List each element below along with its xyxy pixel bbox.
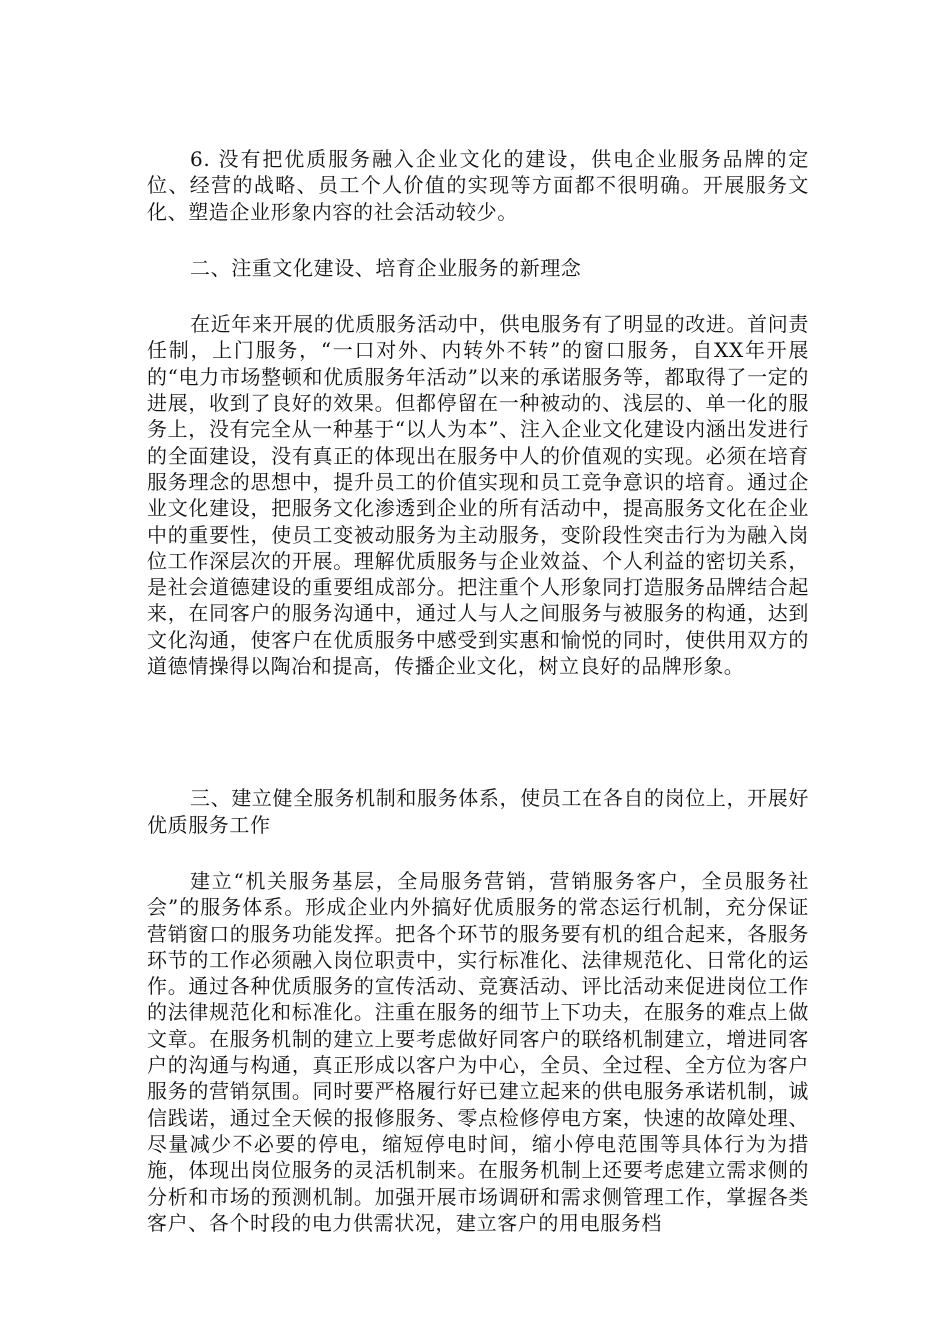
paragraph-point-6: 6. 没有把优质服务融入企业文化的建设，供电企业服务品牌的定位、经营的战略、员工个人价值的实现等方面都不很明确。开展服务文化、塑造企业形象内容的社会活动较少。: [147, 147, 809, 224]
section-heading-3: 三、建立健全服务机制和服务体系，使员工在各自的岗位上，开展好优质服务工作: [147, 786, 809, 837]
section-heading-2: 二、注重文化建设、培育企业服务的新理念: [190, 255, 582, 280]
spacer: [147, 838, 809, 868]
paragraph-service-culture: 在近年来开展的优质服务活动中，供电服务有了明显的改进。首问责任制，上门服务，“一口对外、内转外不转”的窗口服务，自XX年开展的“电力市场整顿和优质服务年活动”以来的承诺服务等，都取得了一定的进展，收到了良好的效果。但都停留在一种被动的、浅层的、单一化的服务上，没有完全从一种基于“以人为本”、注入企业文化建设内涵出发进行的全面建设，没有真正的体现出在服务中人的价值观的实现。必须在培育服务理念的思想中，提升员工的价值实现和员工竞争意识的培育。通过企业文化建设，把服务文化渗透到企业的所有活动中，提高服务文化在企业中的重要性，使员工变被动服务为主动服务，变阶段性突击行为为融入岗位工作深层次的开展。理解优质服务与企业效益、个人利益的密切关系，是社会道德建设的重要组成部分。把注重个人形象同打造服务品牌结合起来，在同客户的服务沟通中，通过人与人之间服务与被服务的构通，达到文化沟通，使客户在优质服务中感受到实惠和愉悦的同时，使供用双方的道德情操得以陶冶和提高，传播企业文化，树立良好的品牌形象。: [147, 312, 810, 679]
spacer: [147, 281, 809, 311]
spacer: [147, 225, 809, 255]
document-page: [147, 146, 809, 1236]
paragraph-service-mechanism: 建立“机关服务基层，全局服务营销，营销服务客户，全员服务社会”的服务体系。形成企业内外搞好优质服务的常态运行机制，充分保证营销窗口的服务功能发挥。把各个环节的服务要有机的组合起来，各服务环节的工作必须融入岗位职责中，实行标准化、法律规范化、日常化的运作。通过各种优质服务的宣传活动、竞赛活动、评比活动来促进岗位工作的法律规范化和标准化。注重在服务的细节上下功夫，在服务的难点上做文章。在服务机制的建立上要考虑做好同客户的联络机制建立，增进同客户的沟通与构通，真正形成以客户为中心，全员、全过程、全方位为客户服务的营销氛围。同时要严格履行好已建立起来的供电服务承诺机制，诚信践诺，通过全天候的报修服务、零点检修停电方案，快速的故障处理、尽量减少不必要的停电，缩短停电时间，缩小停电范围等具体行为为措施，体现出岗位服务的灵活机制来。在服务机制上还要考虑建立需求侧的分析和市场的预测机制。加强开展市场调研和需求侧管理工作，掌握各类客户、各个时段的电力供需状况，建立客户的用电服务档: [147, 868, 809, 1235]
spacer: [147, 679, 809, 785]
